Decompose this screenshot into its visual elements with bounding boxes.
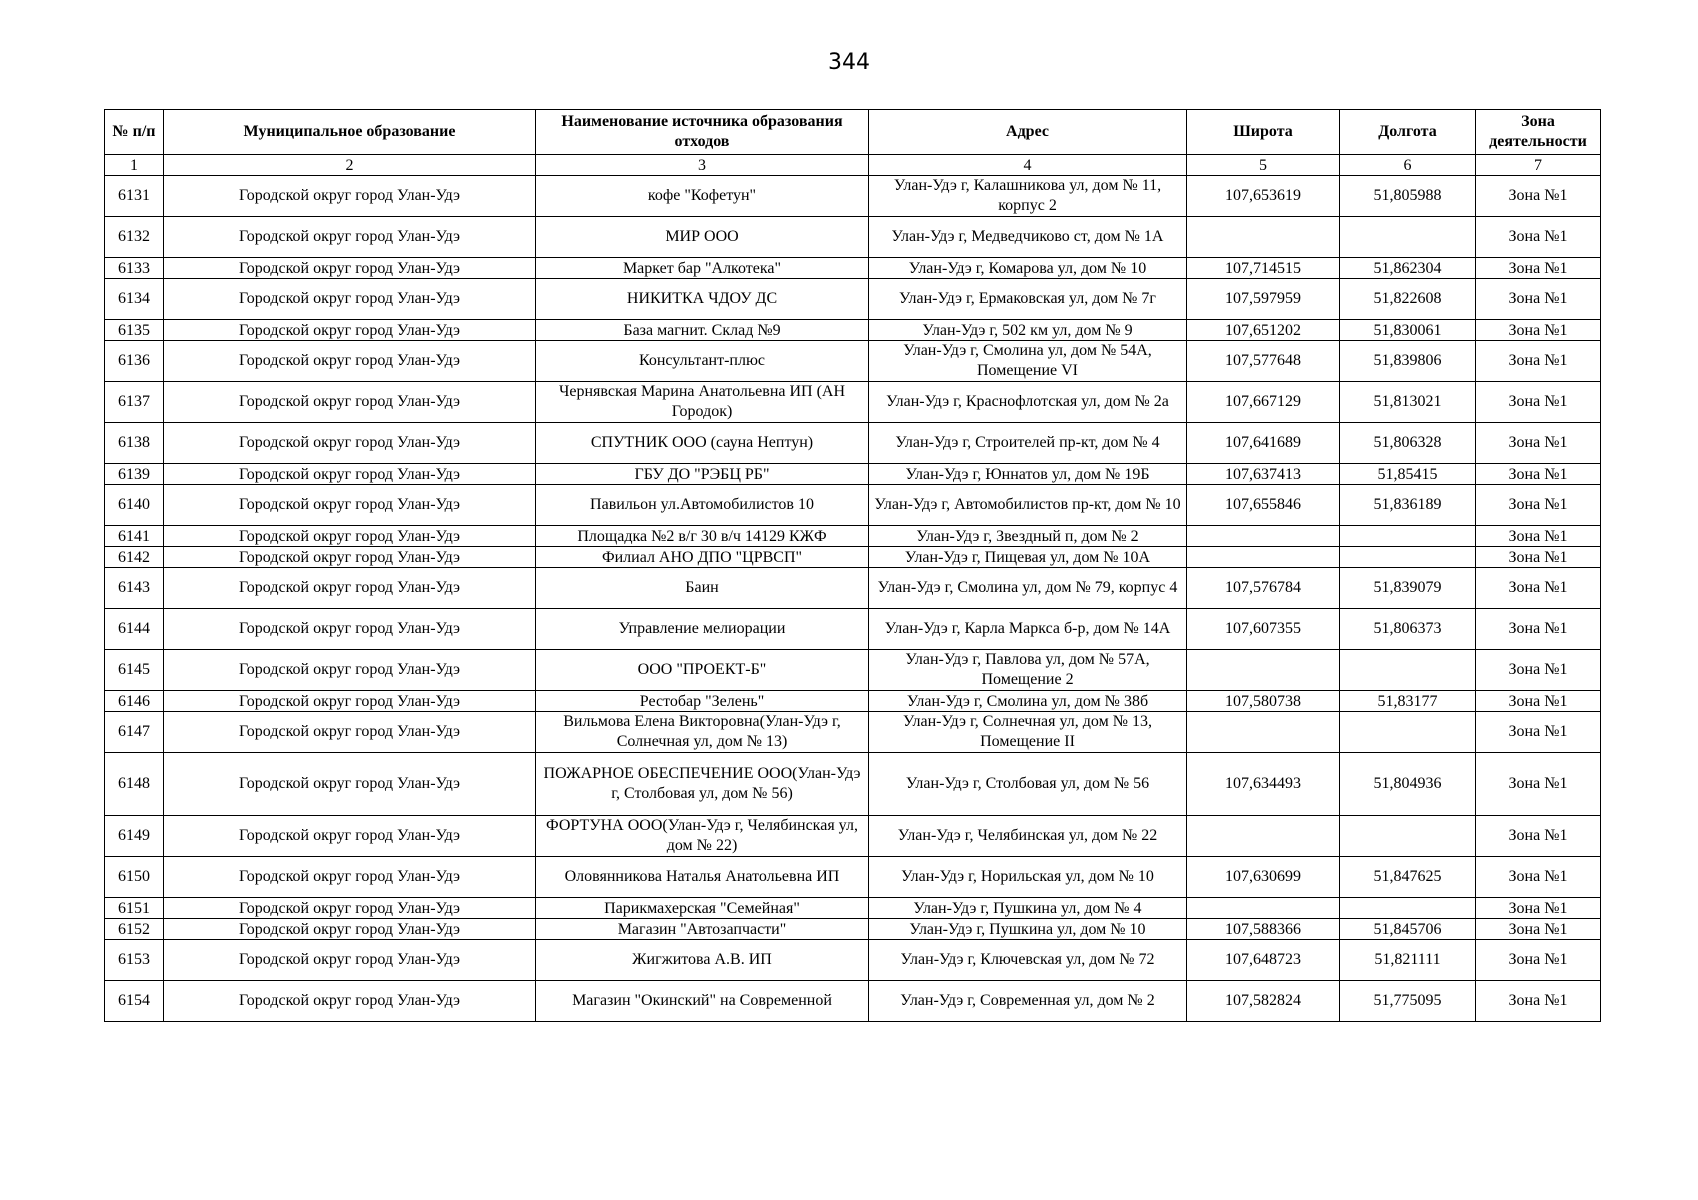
longitude-cell <box>1340 650 1476 691</box>
row-number: 6134 <box>105 279 164 320</box>
latitude-cell <box>1187 526 1340 547</box>
latitude-cell <box>1187 650 1340 691</box>
longitude-cell <box>1340 217 1476 258</box>
longitude-cell: 51,845706 <box>1340 919 1476 940</box>
address-cell: Улан-Удэ г, Смолина ул, дом № 79, корпус 4 <box>869 568 1187 609</box>
address-cell: Улан-Удэ г, Калашникова ул, дом № 11, корпус 2 <box>869 176 1187 217</box>
latitude-cell: 107,641689 <box>1187 423 1340 464</box>
row-number: 6142 <box>105 547 164 568</box>
municipality-cell: Городской округ город Улан-Удэ <box>164 217 536 258</box>
row-number: 6149 <box>105 816 164 857</box>
row-number: 6139 <box>105 464 164 485</box>
address-cell: Улан-Удэ г, Ключевская ул, дом № 72 <box>869 940 1187 981</box>
page-number: 344 <box>828 50 870 75</box>
row-number: 6140 <box>105 485 164 526</box>
table-row <box>105 217 1601 258</box>
longitude-cell: 51,847625 <box>1340 857 1476 898</box>
municipality-cell: Городской округ город Улан-Удэ <box>164 816 536 857</box>
zone-cell: Зона №1 <box>1476 898 1601 919</box>
source-cell: Рестобар "Зелень" <box>536 691 869 712</box>
longitude-cell: 51,830061 <box>1340 320 1476 341</box>
municipality-cell: Городской округ город Улан-Удэ <box>164 176 536 217</box>
table-row <box>105 898 1601 919</box>
table-row <box>105 816 1601 857</box>
table-row <box>105 176 1601 217</box>
source-cell: Оловянникова Наталья Анатольевна ИП <box>536 857 869 898</box>
latitude-cell <box>1187 547 1340 568</box>
address-cell: Улан-Удэ г, Звездный п, дом № 2 <box>869 526 1187 547</box>
address-cell: Улан-Удэ г, Смолина ул, дом № 54А, Помещение VI <box>869 341 1187 382</box>
address-cell: Улан-Удэ г, Павлова ул, дом № 57А, Помещение 2 <box>869 650 1187 691</box>
zone-cell: Зона №1 <box>1476 940 1601 981</box>
address-cell: Улан-Удэ г, Смолина ул, дом № 38б <box>869 691 1187 712</box>
source-cell: Жигжитова А.В. ИП <box>536 940 869 981</box>
row-number: 6152 <box>105 919 164 940</box>
table-row <box>105 609 1601 650</box>
address-cell: Улан-Удэ г, Челябинская ул, дом № 22 <box>869 816 1187 857</box>
longitude-cell <box>1340 816 1476 857</box>
latitude-cell <box>1187 217 1340 258</box>
source-cell: Площадка №2 в/г 30 в/ч 14129 КЖФ <box>536 526 869 547</box>
table-row <box>105 753 1601 816</box>
source-cell: Магазин "Окинский" на Современной <box>536 981 869 1022</box>
longitude-cell: 51,822608 <box>1340 279 1476 320</box>
latitude-cell: 107,597959 <box>1187 279 1340 320</box>
municipality-cell: Городской округ город Улан-Удэ <box>164 650 536 691</box>
table-row <box>105 857 1601 898</box>
row-number: 6137 <box>105 382 164 423</box>
row-number: 6151 <box>105 898 164 919</box>
zone-cell: Зона №1 <box>1476 816 1601 857</box>
source-cell: База магнит. Склад №9 <box>536 320 869 341</box>
latitude-cell: 107,630699 <box>1187 857 1340 898</box>
row-number: 6136 <box>105 341 164 382</box>
zone-cell: Зона №1 <box>1476 176 1601 217</box>
source-cell: ФОРТУНА ООО(Улан-Удэ г, Челябинская ул, дом № 22) <box>536 816 869 857</box>
zone-cell: Зона №1 <box>1476 464 1601 485</box>
municipality-cell: Городской округ город Улан-Удэ <box>164 691 536 712</box>
column-number: 6 <box>1340 155 1476 176</box>
zone-cell: Зона №1 <box>1476 857 1601 898</box>
municipality-cell: Городской округ город Улан-Удэ <box>164 423 536 464</box>
longitude-cell: 51,821111 <box>1340 940 1476 981</box>
source-cell: Баин <box>536 568 869 609</box>
longitude-cell: 51,806373 <box>1340 609 1476 650</box>
row-number: 6146 <box>105 691 164 712</box>
address-cell: Улан-Удэ г, Медведчиково ст, дом № 1А <box>869 217 1187 258</box>
municipality-cell: Городской округ город Улан-Удэ <box>164 753 536 816</box>
row-number: 6154 <box>105 981 164 1022</box>
municipality-cell: Городской округ город Улан-Удэ <box>164 320 536 341</box>
column-number: 2 <box>164 155 536 176</box>
address-cell: Улан-Удэ г, Строителей пр-кт, дом № 4 <box>869 423 1187 464</box>
municipality-cell: Городской округ город Улан-Удэ <box>164 609 536 650</box>
address-cell: Улан-Удэ г, 502 км ул, дом № 9 <box>869 320 1187 341</box>
zone-cell: Зона №1 <box>1476 712 1601 753</box>
address-cell: Улан-Удэ г, Пушкина ул, дом № 4 <box>869 898 1187 919</box>
header-municipality: Муниципальное образование <box>164 110 536 155</box>
municipality-cell: Городской округ город Улан-Удэ <box>164 382 536 423</box>
municipality-cell: Городской округ город Улан-Удэ <box>164 940 536 981</box>
longitude-cell <box>1340 526 1476 547</box>
latitude-cell: 107,634493 <box>1187 753 1340 816</box>
column-number: 3 <box>536 155 869 176</box>
table-row <box>105 650 1601 691</box>
table-row <box>105 712 1601 753</box>
row-number: 6144 <box>105 609 164 650</box>
header-source: Наименование источника образования отходов <box>536 110 869 155</box>
row-number: 6131 <box>105 176 164 217</box>
longitude-cell: 51,804936 <box>1340 753 1476 816</box>
longitude-cell: 51,839079 <box>1340 568 1476 609</box>
row-number: 6153 <box>105 940 164 981</box>
zone-cell: Зона №1 <box>1476 650 1601 691</box>
table-row <box>105 547 1601 568</box>
latitude-cell: 107,714515 <box>1187 258 1340 279</box>
zone-cell: Зона №1 <box>1476 919 1601 940</box>
latitude-cell: 107,667129 <box>1187 382 1340 423</box>
table-row <box>105 464 1601 485</box>
zone-cell: Зона №1 <box>1476 526 1601 547</box>
table-row <box>105 691 1601 712</box>
municipality-cell: Городской округ город Улан-Удэ <box>164 279 536 320</box>
longitude-cell: 51,862304 <box>1340 258 1476 279</box>
latitude-cell: 107,655846 <box>1187 485 1340 526</box>
table-row <box>105 382 1601 423</box>
address-cell: Улан-Удэ г, Столбовая ул, дом № 56 <box>869 753 1187 816</box>
source-cell: НИКИТКА ЧДОУ ДС <box>536 279 869 320</box>
row-number: 6150 <box>105 857 164 898</box>
header-latitude: Широта <box>1187 110 1340 155</box>
zone-cell: Зона №1 <box>1476 981 1601 1022</box>
longitude-cell: 51,836189 <box>1340 485 1476 526</box>
address-cell: Улан-Удэ г, Краснофлотская ул, дом № 2а <box>869 382 1187 423</box>
latitude-cell: 107,580738 <box>1187 691 1340 712</box>
column-number-row <box>105 155 1601 176</box>
address-cell: Улан-Удэ г, Современная ул, дом № 2 <box>869 981 1187 1022</box>
longitude-cell <box>1340 712 1476 753</box>
municipality-cell: Городской округ город Улан-Удэ <box>164 547 536 568</box>
table-row <box>105 919 1601 940</box>
zone-cell: Зона №1 <box>1476 320 1601 341</box>
table-row <box>105 279 1601 320</box>
column-number: 5 <box>1187 155 1340 176</box>
zone-cell: Зона №1 <box>1476 753 1601 816</box>
latitude-cell: 107,653619 <box>1187 176 1340 217</box>
zone-cell: Зона №1 <box>1476 341 1601 382</box>
zone-cell: Зона №1 <box>1476 382 1601 423</box>
latitude-cell: 107,588366 <box>1187 919 1340 940</box>
municipality-cell: Городской округ город Улан-Удэ <box>164 341 536 382</box>
municipality-cell: Городской округ город Улан-Удэ <box>164 258 536 279</box>
latitude-cell: 107,637413 <box>1187 464 1340 485</box>
row-number: 6133 <box>105 258 164 279</box>
table-body <box>105 176 1601 1022</box>
source-cell: Парикмахерская "Семейная" <box>536 898 869 919</box>
address-cell: Улан-Удэ г, Автомобилистов пр-кт, дом № 10 <box>869 485 1187 526</box>
row-number: 6147 <box>105 712 164 753</box>
address-cell: Улан-Удэ г, Ермаковская ул, дом № 7г <box>869 279 1187 320</box>
source-cell: Управление мелиорации <box>536 609 869 650</box>
row-number: 6135 <box>105 320 164 341</box>
header-zone: Зона деятельности <box>1476 110 1601 155</box>
municipality-cell: Городской округ город Улан-Удэ <box>164 568 536 609</box>
address-cell: Улан-Удэ г, Норильская ул, дом № 10 <box>869 857 1187 898</box>
zone-cell: Зона №1 <box>1476 691 1601 712</box>
longitude-cell: 51,85415 <box>1340 464 1476 485</box>
municipality-cell: Городской округ город Улан-Удэ <box>164 485 536 526</box>
address-cell: Улан-Удэ г, Комарова ул, дом № 10 <box>869 258 1187 279</box>
municipality-cell: Городской округ город Улан-Удэ <box>164 712 536 753</box>
latitude-cell <box>1187 898 1340 919</box>
zone-cell: Зона №1 <box>1476 547 1601 568</box>
source-cell: ГБУ ДО "РЭБЦ РБ" <box>536 464 869 485</box>
table-row <box>105 258 1601 279</box>
latitude-cell <box>1187 816 1340 857</box>
longitude-cell: 51,839806 <box>1340 341 1476 382</box>
table-row <box>105 940 1601 981</box>
zone-cell: Зона №1 <box>1476 485 1601 526</box>
zone-cell: Зона №1 <box>1476 258 1601 279</box>
zone-cell: Зона №1 <box>1476 568 1601 609</box>
row-number: 6143 <box>105 568 164 609</box>
source-cell: Павильон ул.Автомобилистов 10 <box>536 485 869 526</box>
column-number: 7 <box>1476 155 1601 176</box>
zone-cell: Зона №1 <box>1476 609 1601 650</box>
latitude-cell <box>1187 712 1340 753</box>
longitude-cell: 51,775095 <box>1340 981 1476 1022</box>
header-longitude: Долгота <box>1340 110 1476 155</box>
source-cell: Консультант-плюс <box>536 341 869 382</box>
table-row <box>105 423 1601 464</box>
address-cell: Улан-Удэ г, Пушкина ул, дом № 10 <box>869 919 1187 940</box>
source-cell: Магазин "Автозапчасти" <box>536 919 869 940</box>
municipality-cell: Городской округ город Улан-Удэ <box>164 898 536 919</box>
source-cell: ООО "ПРОЕКТ-Б" <box>536 650 869 691</box>
row-number: 6141 <box>105 526 164 547</box>
longitude-cell: 51,806328 <box>1340 423 1476 464</box>
source-cell: кофе "Кофетун" <box>536 176 869 217</box>
latitude-cell: 107,648723 <box>1187 940 1340 981</box>
source-cell: МИР ООО <box>536 217 869 258</box>
longitude-cell <box>1340 547 1476 568</box>
municipality-cell: Городской округ город Улан-Удэ <box>164 919 536 940</box>
source-cell: Маркет бар "Алкотека" <box>536 258 869 279</box>
header-address: Адрес <box>869 110 1187 155</box>
table-row <box>105 568 1601 609</box>
latitude-cell: 107,576784 <box>1187 568 1340 609</box>
latitude-cell: 107,651202 <box>1187 320 1340 341</box>
table-row <box>105 981 1601 1022</box>
source-cell: Вильмова Елена Викторовна(Улан-Удэ г, Солнечная ул, дом № 13) <box>536 712 869 753</box>
header-number: № п/п <box>105 110 164 155</box>
municipality-cell: Городской округ город Улан-Удэ <box>164 526 536 547</box>
address-cell: Улан-Удэ г, Юннатов ул, дом № 19Б <box>869 464 1187 485</box>
waste-sources-table <box>104 109 1601 1022</box>
row-number: 6145 <box>105 650 164 691</box>
column-number: 4 <box>869 155 1187 176</box>
latitude-cell: 107,607355 <box>1187 609 1340 650</box>
row-number: 6148 <box>105 753 164 816</box>
table-row <box>105 341 1601 382</box>
zone-cell: Зона №1 <box>1476 279 1601 320</box>
row-number: 6132 <box>105 217 164 258</box>
zone-cell: Зона №1 <box>1476 217 1601 258</box>
row-number: 6138 <box>105 423 164 464</box>
latitude-cell: 107,577648 <box>1187 341 1340 382</box>
source-cell: Филиал АНО ДПО "ЦРВСП" <box>536 547 869 568</box>
longitude-cell: 51,805988 <box>1340 176 1476 217</box>
longitude-cell: 51,83177 <box>1340 691 1476 712</box>
table-row <box>105 320 1601 341</box>
column-number: 1 <box>105 155 164 176</box>
zone-cell: Зона №1 <box>1476 423 1601 464</box>
municipality-cell: Городской округ город Улан-Удэ <box>164 857 536 898</box>
longitude-cell <box>1340 898 1476 919</box>
latitude-cell: 107,582824 <box>1187 981 1340 1022</box>
source-cell: ПОЖАРНОЕ ОБЕСПЕЧЕНИЕ ООО(Улан-Удэ г, Столбовая ул, дом № 56) <box>536 753 869 816</box>
address-cell: Улан-Удэ г, Солнечная ул, дом № 13, Помещение II <box>869 712 1187 753</box>
source-cell: СПУТНИК ООО (сауна Нептун) <box>536 423 869 464</box>
source-cell: Чернявская Марина Анатольевна ИП (АН Городок) <box>536 382 869 423</box>
table-row <box>105 526 1601 547</box>
municipality-cell: Городской округ город Улан-Удэ <box>164 464 536 485</box>
address-cell: Улан-Удэ г, Пищевая ул, дом № 10А <box>869 547 1187 568</box>
municipality-cell: Городской округ город Улан-Удэ <box>164 981 536 1022</box>
address-cell: Улан-Удэ г, Карла Маркса б-р, дом № 14А <box>869 609 1187 650</box>
table-row <box>105 485 1601 526</box>
header-row <box>105 110 1601 155</box>
longitude-cell: 51,813021 <box>1340 382 1476 423</box>
